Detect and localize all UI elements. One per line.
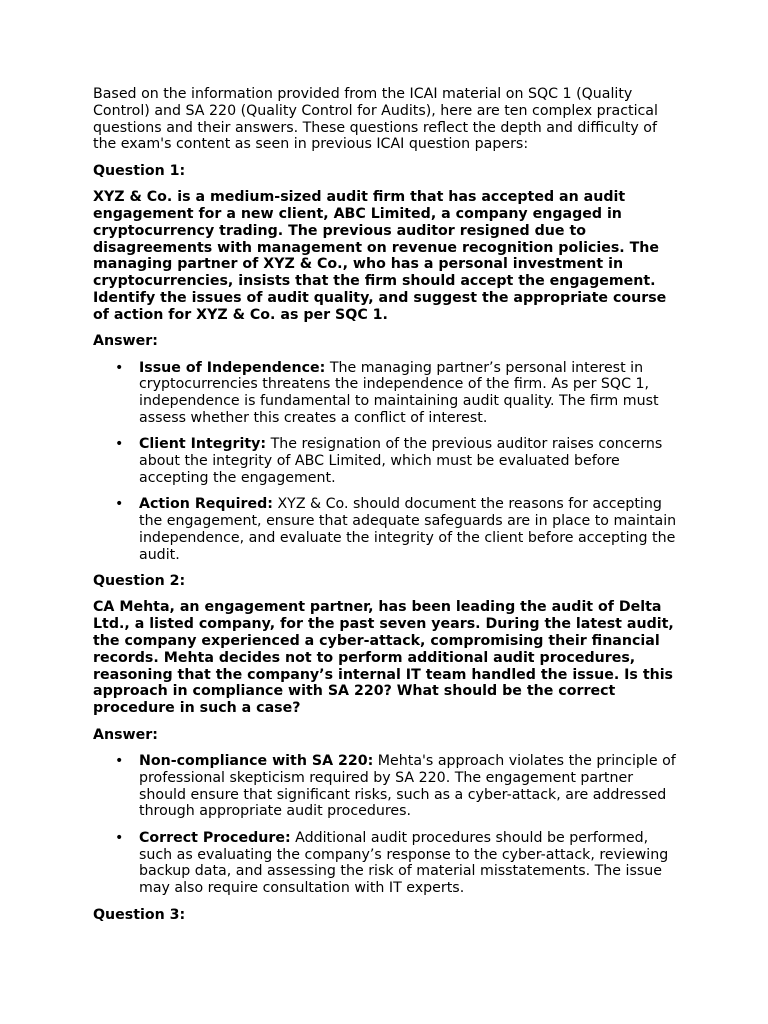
answer-desc: Additional audit procedures should be performed, such as evaluating the company’s response to the cyber-attack, reviewing backup data, and assessing the risk of material misstatements. The issue may also require consultation with IT experts. [139, 829, 669, 897]
question-3-heading: Question 3: [93, 906, 186, 923]
intro-paragraph: Based on the information provided from the ICAI material on SQC 1 (Quality Control) and SA 220 (Quality Control for Audits), here are ten complex practical questions and their answers. These questions reflect the depth and difficulty of the exam's content as seen in previous ICAI question papers: [93, 86, 658, 153]
answer-desc: Mehta's approach violates the principle of professional skepticism required by SA 220. The engagement partner should ensure that significant risks, such as a cyber-attack, are addressed through appropriate audit procedures. [139, 753, 676, 820]
question-1-text: XYZ & Co. is a medium-sized audit firm that has accepted an audit engagement for a new client, ABC Limited, a company engaged in cryptocurrency trading. The previous auditor resigned due to disagreements with management on revenue recognition policies. The managing partner of XYZ & Co., who has a personal investment in cryptocurrencies, insists that the firm should accept the engagement. Identify the issues of audit quality, and suggest the appropriate course of action for XYZ & Co. as per SQC 1. [93, 189, 667, 323]
answer-desc: The managing partner’s personal interest in cryptocurrencies threatens the independence of the firm. As per SQC 1, independence is fundamental to maintaining audit quality. The firm must assess whether this creates a conflict of interest. [139, 359, 659, 426]
question-1-heading: Question 1: [93, 162, 186, 179]
document-page [93, 86, 683, 933]
list-item [93, 436, 683, 486]
question-2-answer-list [93, 753, 683, 897]
list-item [93, 360, 683, 427]
bullet-icon: • [115, 753, 124, 770]
question-2-heading: Question 2: [93, 573, 186, 590]
answer-term: Non-compliance with SA 220: [139, 753, 374, 770]
list-item [93, 753, 683, 820]
question-2-text: CA Mehta, an engagement partner, has been leading the audit of Delta Ltd., a listed company, for the past seven years. During the latest audit, the company experienced a cyber-attack, compromising their financial records. Mehta decides not to perform additional audit procedures, reasoning that the company’s internal IT team handled the issue. Is this approach in compliance with SA 220? What should be the correct procedure in such a case? [93, 599, 674, 717]
answer-desc: The resignation of the previous auditor raises concerns about the integrity of ABC Limited, which must be evaluated before accepting the engagement. [139, 436, 663, 486]
answer-term: Correct Procedure: [139, 829, 291, 846]
answer-desc: XYZ & Co. should document the reasons for accepting the engagement, ensure that adequate safeguards are in place to maintain independence, and evaluate the integrity of the client before accepting the audit. [139, 496, 677, 563]
answer-term: Issue of Independence: [139, 359, 326, 376]
bullet-icon: • [115, 829, 124, 846]
list-item [93, 830, 683, 897]
list-item [93, 496, 683, 563]
bullet-icon: • [115, 436, 124, 453]
answer-term: Client Integrity: [139, 436, 267, 453]
question-1-answer-list [93, 360, 683, 564]
question-2-answer-label: Answer: [93, 726, 158, 743]
bullet-icon: • [115, 496, 124, 513]
question-1-answer-label: Answer: [93, 333, 158, 350]
bullet-icon: • [115, 359, 124, 376]
answer-term: Action Required: [139, 496, 273, 513]
